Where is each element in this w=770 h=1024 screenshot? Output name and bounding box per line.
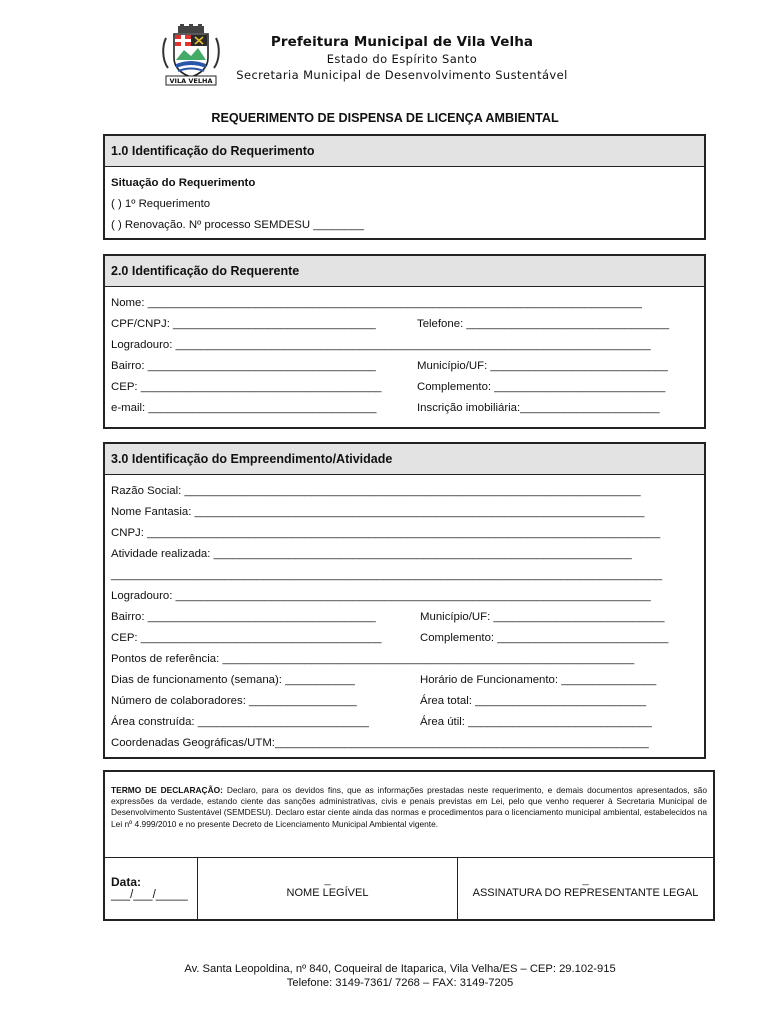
form-field[interactable]: Número de colaboradores: _________________ (111, 695, 357, 707)
form-row (111, 398, 698, 419)
form-field[interactable]: Complemento: ___________________________ (420, 632, 669, 644)
document-title: REQUERIMENTO DE DISPENSA DE LICENÇA AMBIENTAL (211, 111, 559, 125)
section-enterprise-identification (103, 442, 706, 759)
coat-of-arms-icon (160, 24, 222, 86)
option-first-request[interactable]: ( ) 1º Requerimento (111, 198, 211, 210)
form-row (111, 544, 698, 565)
section-heading: 3.0 Identificação do Empreendimento/Atividade (105, 444, 704, 475)
footer-phones: Telefone: 3149-7361/ 7268 – FAX: 3149-7205 (286, 976, 514, 989)
form-row (111, 523, 698, 544)
form-field[interactable]: Município/UF: ____________________________ (417, 360, 668, 372)
form-field[interactable]: Nome Fantasia: _______________________________________________________________________ (111, 506, 645, 518)
date-cell[interactable] (105, 858, 198, 921)
header-text (222, 34, 582, 82)
form-row (111, 356, 698, 377)
signature-line[interactable]: _ (582, 874, 589, 886)
form-row (111, 733, 698, 754)
form-field[interactable]: Razão Social: ________________________________________________________________________ (111, 485, 641, 497)
form-field[interactable]: Logradouro: ___________________________________________________________________________ (111, 590, 651, 602)
form-field[interactable]: Área construída: ___________________________ (111, 716, 369, 728)
form-field[interactable]: CEP: ______________________________________ (111, 632, 382, 644)
form-field[interactable]: Coordenadas Geográficas/UTM:___________________________________________________________ (111, 737, 649, 749)
form-row (111, 293, 698, 314)
section-heading: 1.0 Identificação do Requerimento (105, 136, 704, 167)
form-field[interactable]: CEP: ______________________________________ (111, 381, 382, 393)
name-label: NOME LEGÍVEL (286, 887, 369, 899)
coat-label: VILA VELHA (169, 77, 213, 85)
form-field[interactable]: Horário de Funcionamento: _______________ (420, 674, 657, 686)
form-field[interactable]: Bairro: ____________________________________ (111, 611, 376, 623)
form-row (111, 586, 698, 607)
form-field[interactable]: Dias de funcionamento (semana): ___________ (111, 674, 355, 686)
footer-address: Av. Santa Leopoldina, nº 840, Coqueiral de Itaparica, Vila Velha/ES – CEP: 29.102-915 (184, 963, 616, 975)
form-field[interactable]: Nome: ______________________________________________________________________________ (111, 297, 642, 309)
section-heading: 2.0 Identificação do Requerente (105, 256, 704, 287)
state-name: Estado do Espírito Santo (326, 52, 478, 66)
signature-cell[interactable] (458, 858, 713, 921)
form-row (111, 628, 698, 649)
form-field[interactable]: e-mail: ____________________________________ (111, 402, 377, 414)
form-field[interactable]: Área útil: _____________________________ (420, 716, 652, 728)
form-field[interactable]: Área total: ___________________________ (420, 695, 647, 707)
page-footer (0, 963, 770, 990)
secretariat-name: Secretaria Municipal de Desenvolvimento Sustentável (236, 68, 568, 82)
declaration-box (103, 770, 715, 921)
form-field[interactable]: Telefone: ________________________________ (417, 318, 670, 330)
form-row (111, 314, 698, 335)
form-field[interactable]: Complemento: ___________________________ (417, 381, 666, 393)
form-row (111, 502, 698, 523)
form-field[interactable]: Pontos de referência: _________________________________________________________________ (111, 653, 635, 665)
declaration-label: TERMO DE DECLARAÇÃO: (111, 785, 223, 795)
signature-label: ASSINATURA DO REPRESENTANTE LEGAL (472, 887, 699, 899)
signature-row (105, 858, 713, 921)
name-cell[interactable] (198, 858, 458, 921)
form-row (111, 691, 698, 712)
section-body (105, 287, 704, 419)
form-row (111, 607, 698, 628)
form-field[interactable]: Bairro: ____________________________________ (111, 360, 376, 372)
form-row (111, 565, 698, 586)
date-label: Data: (111, 875, 142, 889)
section-body (105, 167, 704, 236)
form-row (111, 712, 698, 733)
form-field[interactable]: CNPJ: _________________________________________________________________________________ (111, 527, 661, 539)
municipality-title: Prefeitura Municipal de Vila Velha (270, 34, 534, 50)
page-header (0, 22, 770, 86)
form-row (111, 670, 698, 691)
date-field[interactable]: ___/___/_____ (111, 889, 188, 901)
form-field[interactable]: Atividade realizada: __________________________________________________________________ (111, 548, 632, 560)
section-applicant-identification (103, 254, 706, 429)
name-line[interactable]: _ (324, 874, 331, 886)
option-renewal[interactable]: ( ) Renovação. Nº processo SEMDESU ________ (111, 219, 364, 231)
form-row (111, 481, 698, 502)
declaration-body: Declaro, para os devidos fins, que as informações prestadas neste requerimento, e demais documentos apresentados, são expressões da verdade, estando ciente das sanções administrativas, civis e penais previstas em Lei, pelo que venho requerer à Secretaria Municipal de Desenvolvimento Sustentável (SEMDESU). Declaro estar ciente ainda das normas e procedimentos para o licenciamento municipal ambiental, estabelecidos na Lei nº 4.999/2010 e no presente Decreto de Licenciamento Municipal Ambiental vigente. (111, 785, 707, 829)
form-field[interactable]: Município/UF: ___________________________ (420, 611, 665, 623)
form-field[interactable]: Inscrição imobiliária:______________________ (417, 402, 660, 414)
form-row (111, 377, 698, 398)
form-field[interactable]: _______________________________________________________________________________________ (111, 569, 663, 581)
section-request-identification (103, 134, 706, 240)
section-body (105, 475, 704, 754)
form-field[interactable]: Logradouro: ___________________________________________________________________________ (111, 339, 651, 351)
form-row (111, 649, 698, 670)
form-field[interactable]: CPF/CNPJ: ________________________________ (111, 318, 376, 330)
form-row (111, 335, 698, 356)
request-status-label: Situação do Requerimento (111, 177, 256, 189)
declaration-text (105, 772, 713, 858)
